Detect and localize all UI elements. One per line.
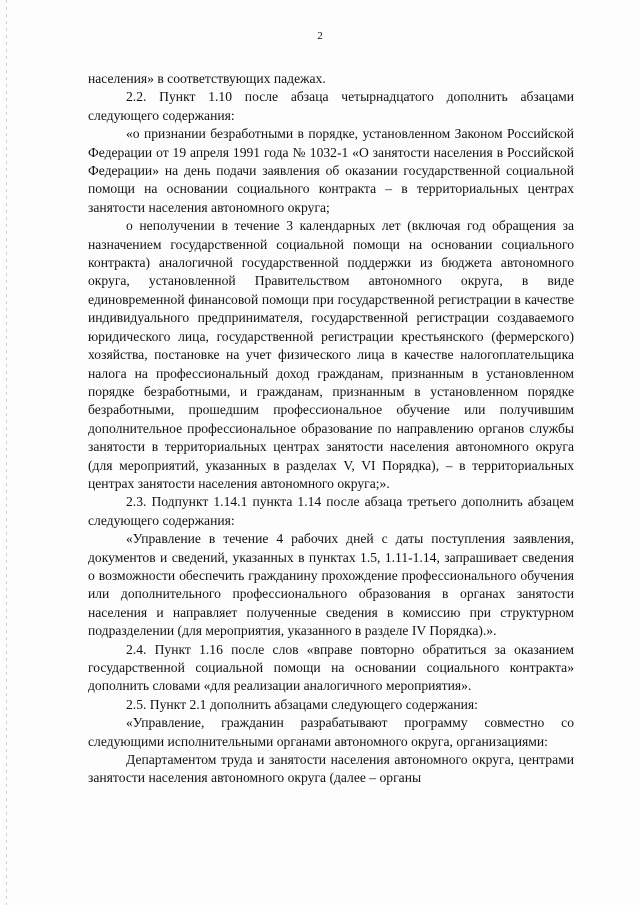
paragraph: населения» в соответствующих падежах. [88, 71, 326, 86]
paragraph: «Управление, гражданин разрабатывают программу совместно со следующими исполнительными органами автономного округа, организациями: [88, 715, 574, 749]
paragraph: 2.3. Подпункт 1.14.1 пункта 1.14 после абзаца третьего дополнить абзацем следующего содержания: [88, 494, 574, 528]
paragraph: 2.4. Пункт 1.16 после слов «вправе повторно обратиться за оказанием государственной социальной помощи на основании социального контракта» дополнить словами «для реализации аналогичного мероприятия». [88, 641, 574, 694]
paragraph: «Управление в течение 4 рабочих дней с даты поступления заявления, документов и сведений, указанных в пунктах 1.5, 1.11-1.14, запрашивает сведения о возможности обеспечить гражданину прохождение профессионального обучения или дополнительного профессионального образования в органах занятости населения и направляет полученные сведения в комиссию при структурном подразделении (для мероприятия, указанного в разделе IV Порядка).». [88, 531, 574, 639]
paragraph: Департаментом труда и занятости населения автономного округа, центрами занятости населения автономного округа (далее – органы [88, 752, 574, 786]
paragraph: 2.5. Пункт 2.1 дополнить абзацами следующего содержания: [126, 696, 478, 712]
paragraph: о неполучении в течение 3 календарных лет (включая год обращения за назначением государственной социальной помощи на основании социального контракта) аналогичной государственной поддержки из бюджета автономного округа, установленной Правительством автономного округа, в виде единовременной финансовой помощи при государственной регистрации в качестве индивидуального предпринимателя, государственной регистрации создаваемого юридического лица, государственной регистрации крестьянского (фермерского) хозяйства, постановке на учет физического лица в качестве налогоплательщика налога на профессиональный доход гражданам, признанным в установленном порядке безработными, и гражданам, признанным в установленном порядке безработными, прошедшим профессиональное обучение или получившим дополнительное профессиональное образование по направлению органов службы занятости в территориальных центрах занятости населения автономного округа (для мероприятий, указанных в разделах V, VI Порядка), – в территориальных центрах занятости населения автономного округа;». [88, 218, 574, 491]
document-body [88, 70, 574, 788]
paragraph: 2.2. Пункт 1.10 после абзаца четырнадцатого дополнить абзацами следующего содержания: [88, 89, 574, 123]
paragraph: «о признании безработными в порядке, установленном Законом Российской Федерации от 19 апреля 1991 года № 1032-1 «О занятости населения в Российской Федерации» на день подачи заявления об оказании государственной социальной помощи на основании социального контракта – в территориальных центрах занятости населения автономного округа; [88, 126, 574, 215]
page-number: 2 [317, 30, 323, 42]
scan-edge [6, 0, 7, 905]
